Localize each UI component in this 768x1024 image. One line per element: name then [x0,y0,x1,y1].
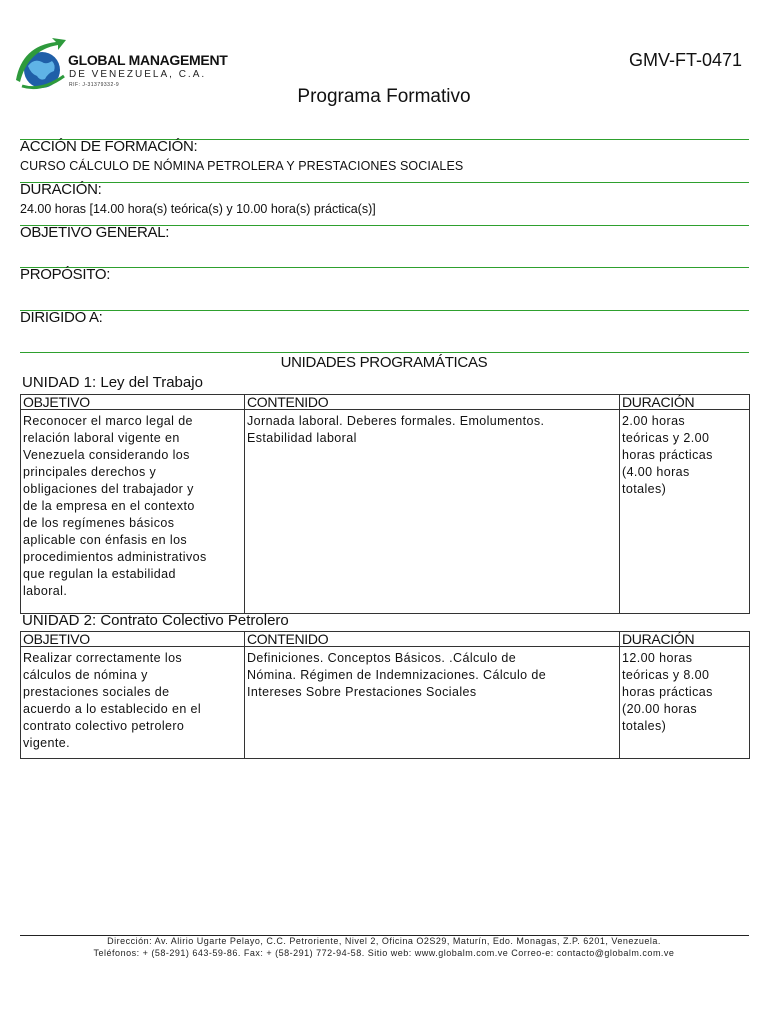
cell-line: (20.00 horas [622,702,697,716]
duracion-value: 24.00 horas [14.00 hora(s) teórica(s) y 10.00 hora(s) práctica(s)] [20,202,376,216]
document-code: GMV-FT-0471 [628,50,742,70]
cell-line: laboral. [23,584,68,598]
cell-line: teóricas y 8.00 [622,668,710,682]
footer-contact: Teléfonos: + (58-291) 643-59-86. Fax: + (58-291) 772-94-58. Sitio web: www.globalm.com.ve Correo-e: contacto@globalm.com.ve [93,948,675,958]
duracion-cell [620,647,750,759]
col-contenido-header: CONTENIDO [245,395,620,410]
cell-line: acuerdo a lo establecido en el [23,702,202,716]
divider-rule [20,310,749,311]
cell-line: horas prácticas [622,448,713,462]
cell-line: Definiciones. Conceptos Básicos. .Cálculo de [247,651,517,665]
divider-rule [20,182,749,183]
cell-line: aplicable con énfasis en los [23,533,188,547]
cell-line: de la empresa en el contexto [23,499,195,513]
table-row [21,410,750,614]
footer-address: Dirección: Av. Alirio Ugarte Pelayo, C.C. Petroriente, Nivel 2, Oficina O2S29, Maturín, Edo. Monagas, Z.P. 6201, Venezuela. [107,936,661,946]
objetivo-cell [21,410,245,614]
cell-line: 2.00 horas [622,414,686,428]
cell-line: relación laboral vigente en [23,431,180,445]
accion-value: CURSO CÁLCULO DE NÓMINA PETROLERA Y PRESTACIONES SOCIALES [20,159,464,173]
units-section-title: UNIDADES PROGRAMÁTICAS [280,354,488,371]
col-objetivo-header: OBJETIVO [21,395,245,410]
objetivo-cell [21,647,245,759]
cell-line: horas prácticas [622,685,713,699]
cell-line: cálculos de nómina y [23,668,148,682]
unit-2-title: UNIDAD 2: Contrato Colectivo Petrolero [22,612,289,629]
cell-line: (4.00 horas [622,465,690,479]
cell-line: contrato colectivo petrolero [23,719,185,733]
accion-label: ACCIÓN DE FORMACIÓN: [20,138,198,155]
duracion-cell [620,410,750,614]
unit-2-table [20,631,750,759]
unit-1-table [20,394,750,614]
divider-rule [20,267,749,268]
duracion-label: DURACIÓN: [20,181,102,198]
objetivo-general-label: OBJETIVO GENERAL: [20,224,170,241]
cell-line: obligaciones del trabajador y [23,482,194,496]
cell-line: Estabilidad laboral [247,431,357,445]
col-objetivo-header: OBJETIVO [21,632,245,647]
cell-line: Realizar correctamente los [23,651,183,665]
table-header-row [21,395,750,410]
dirigido-label: DIRIGIDO A: [20,309,103,326]
table-header-row [21,632,750,647]
page-title: Programa Formativo [297,86,471,107]
divider-rule [20,352,749,353]
cell-line: vigente. [23,736,70,750]
table-row [21,647,750,759]
cell-line: prestaciones sociales de [23,685,170,699]
contenido-cell [245,410,620,614]
col-duracion-header: DURACIÓN [620,632,750,647]
logo-rif: RIF: J-31379332-9 [69,82,120,88]
cell-line: totales) [622,719,667,733]
cell-line: procedimientos administrativos [23,550,207,564]
proposito-label: PROPÓSITO: [20,266,111,283]
contenido-cell [245,647,620,759]
cell-line: principales derechos y [23,465,157,479]
cell-line: Intereses Sobre Prestaciones Sociales [247,685,477,699]
col-contenido-header: CONTENIDO [245,632,620,647]
cell-line: 12.00 horas [622,651,693,665]
cell-line: Jornada laboral. Deberes formales. Emolumentos. [247,414,545,428]
cell-line: Venezuela considerando los [23,448,190,462]
unit-1-title: UNIDAD 1: Ley del Trabajo [22,374,203,391]
logo-company-name: GLOBAL MANAGEMENT [68,52,228,68]
cell-line: teóricas y 2.00 [622,431,710,445]
cell-line: de los regímenes básicos [23,516,175,530]
col-duracion-header: DURACIÓN [620,395,750,410]
logo-subtitle: DE VENEZUELA, C.A. [69,69,207,80]
cell-line: Nómina. Régimen de Indemnizaciones. Cálculo de [247,668,547,682]
cell-line: que regulan la estabilidad [23,567,176,581]
cell-line: totales) [622,482,667,496]
cell-line: Reconocer el marco legal de [23,414,193,428]
